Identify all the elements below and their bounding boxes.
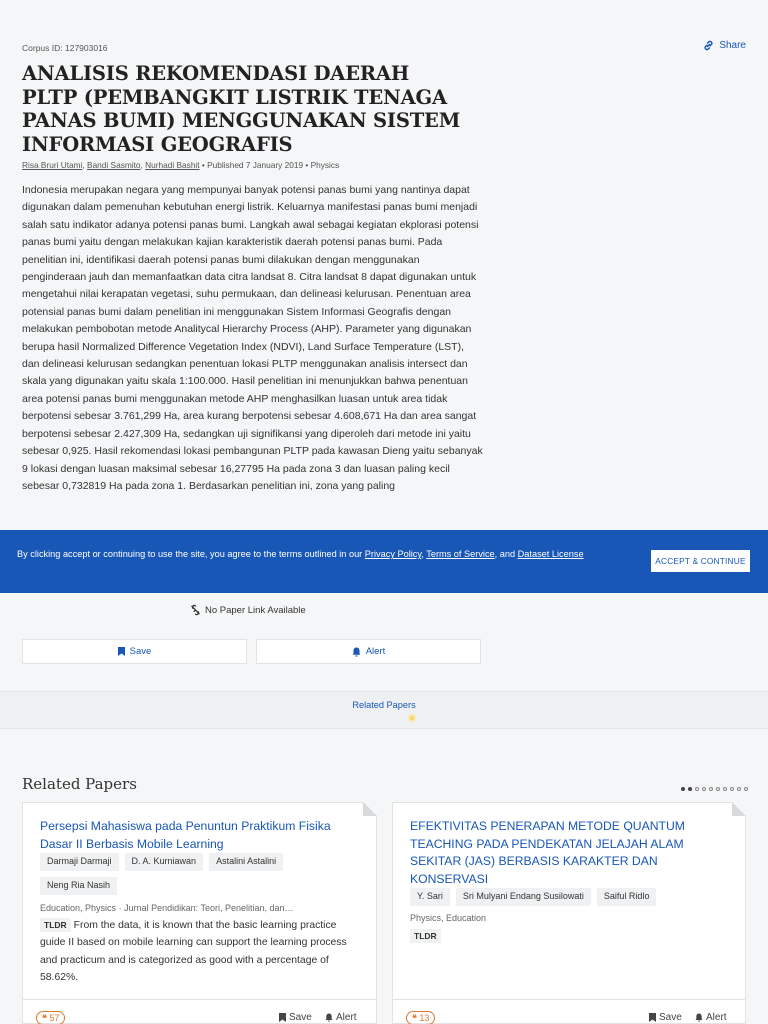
related-paper-card bbox=[22, 802, 377, 1024]
author-chip[interactable]: Neng Ria Nasih bbox=[40, 877, 117, 895]
author-chip[interactable]: Saiful Ridlo bbox=[597, 888, 657, 906]
card-save-button[interactable]: Save bbox=[649, 1012, 682, 1023]
related-paper-card bbox=[392, 802, 746, 1024]
cookie-banner bbox=[0, 530, 768, 593]
quote-icon: ❝ bbox=[42, 1013, 50, 1023]
card-fold bbox=[363, 802, 377, 816]
card-alert-button[interactable]: Alert bbox=[325, 1012, 357, 1023]
cookie-text: By clicking accept or continuing to use the site, you agree to the terms outlined in our Privacy Policy, Terms of Service, and Dataset License bbox=[17, 549, 584, 559]
paper-venue: Jurnal Pendidikan: Teori, Penelitian, dan… bbox=[124, 903, 294, 913]
paper-fields: Education, Physics · Jurnal Pendidikan: Teori, Penelitian, dan… bbox=[40, 903, 294, 913]
tldr-summary bbox=[410, 928, 444, 945]
carousel-dot[interactable] bbox=[688, 787, 692, 791]
carousel-dot[interactable] bbox=[702, 787, 706, 791]
carousel-dot[interactable] bbox=[709, 787, 713, 791]
carousel-dot[interactable] bbox=[737, 787, 741, 791]
author-chip[interactable]: D. A. Kurniawan bbox=[125, 853, 204, 871]
carousel-dot[interactable] bbox=[744, 787, 748, 791]
bookmark-icon bbox=[279, 1013, 286, 1022]
card-fold bbox=[732, 802, 746, 816]
carousel-dot[interactable] bbox=[695, 787, 699, 791]
bookmark-icon bbox=[649, 1013, 656, 1022]
paper-fields: Physics, Education bbox=[410, 913, 487, 923]
link-icon bbox=[703, 40, 714, 51]
related-paper-title[interactable]: Persepsi Mahasiswa pada Penuntun Praktikum Fisika Dasar II Berbasis Mobile Learning bbox=[40, 819, 331, 851]
paper-meta: Risa Bruri Utami, Bandi Sasmito, Nurhadi Bashit • Published 7 January 2019 • Physics bbox=[22, 160, 340, 170]
alert-button[interactable]: Alert bbox=[256, 639, 481, 664]
field-of-study: Physics bbox=[310, 160, 340, 170]
section-tabs bbox=[0, 691, 768, 729]
tldr-summary: TLDR From the data, it is known that the basic learning practice guide II based on mobile learning can support the learning process and practicum and is categorized as good with a percentage of 58.62%. bbox=[40, 920, 347, 983]
quote-icon: ❝ bbox=[412, 1013, 420, 1023]
tab-related-papers[interactable]: Related Papers bbox=[352, 700, 416, 710]
share-button[interactable] bbox=[703, 40, 746, 51]
author-link[interactable]: Risa Bruri Utami bbox=[22, 160, 83, 170]
active-tab-indicator bbox=[408, 714, 416, 722]
author-chips bbox=[410, 888, 740, 906]
dataset-license-link[interactable]: Dataset License bbox=[517, 549, 584, 559]
author-chip[interactable]: Y. Sari bbox=[410, 888, 450, 906]
bookmark-icon bbox=[118, 647, 125, 656]
card-save-button[interactable]: Save bbox=[279, 1012, 312, 1023]
author-chip[interactable]: Sri Mulyani Endang Susilowati bbox=[456, 888, 591, 906]
share-label: Share bbox=[719, 40, 746, 51]
corpus-id: Corpus ID: 127903016 bbox=[22, 43, 108, 53]
citation-count[interactable]: ❝ 13 bbox=[406, 1011, 435, 1024]
card-footer bbox=[393, 999, 745, 1023]
author-link[interactable]: Nurhadi Bashit bbox=[145, 160, 200, 170]
card-alert-button[interactable]: Alert bbox=[695, 1012, 727, 1023]
author-chip[interactable]: Astalini Astalini bbox=[209, 853, 283, 871]
privacy-policy-link[interactable]: Privacy Policy bbox=[364, 549, 422, 559]
carousel-dot[interactable] bbox=[716, 787, 720, 791]
bell-icon bbox=[325, 1013, 333, 1022]
related-paper-title[interactable]: EFEKTIVITAS PENERAPAN METODE QUANTUM TEACHING PADA PENDEKATAN JELAJAH ALAM SEKITAR (JAS) BERBASIS KARAKTER DAN KONSERVASI bbox=[410, 819, 685, 886]
card-footer bbox=[23, 999, 376, 1023]
related-papers-heading: Related Papers bbox=[22, 775, 137, 793]
accept-continue-button[interactable]: ACCEPT & CONTINUE bbox=[651, 550, 750, 572]
paper-title: ANALISIS REKOMENDASI DAERAH PLTP (PEMBANGKIT LISTRIK TENAGA PANAS BUMI) MENGGUNAKAN SISTEM INFORMASI GEOGRAFIS bbox=[22, 62, 461, 156]
carousel-dots[interactable] bbox=[681, 787, 748, 791]
bell-icon bbox=[352, 647, 361, 657]
terms-of-service-link[interactable]: Terms of Service bbox=[426, 549, 495, 559]
abstract-text: Indonesia merupakan negara yang mempunyai banyak potensi panas bumi yang nantinya dapat digunakan dalam pemenuhan kebutuhan energi listrik. Keluarnya manifestasi panas bumi menjadi salah satu indikator adanya potensi panas bumi. Langkah awal sebagai kegiatan ekplorasi potensi panas bumi yaitu dengan melakukan kajian karakteristik daerah potensi panas bumi. Pada penelitian ini, identifikasi daerah potensi panas bumi dilakukan dengan menggunakan penginderaan jauh dan memanfaatkan data citra landsat 8. Citra landsat 8 dapat digunakan untuk mengetahui nilai kerapatan vegetasi, suhu permukaan, dan delineasi kelurusan. Penentuan area potensial panas bumi dalam penelitian ini menggunakan Sistem Informasi Geografis dengan melakukan pembobotan metode Analitycal Hierarchy Process (AHP). Parameter yang digunakan berupa hasil Normalized Difference Vegetation Index (NDVI), Land Surface Temperature (LST), dan delineasi kelurusan sedangkan penentuan lokasi PLTP menggunakan analisis intersect dan skala yang digunakan yaitu skala 1:100.000. Hasil penelitian ini menunjukkan bahwa penentuan area potensi panas bumi menggunakan metode AHP menghasilkan luasan untuk area tidak berpotensi sebesar 3.761,299 Ha, area kurang berpotensi sebesar 4.608,671 Ha dan area sangat berpotensi sebesar 2.427,309 Ha, sedangkan uji signifikansi yang diperoleh dari metode ini yaitu sebesar 0,925. Hasil rekomendasi lokasi pembangunan PLTP pada kawasan Dieng yaitu sebanyak 9 lokasi dengan luasan maksimal sebesar 16,27795 Ha pada zona 3 dan luasan paling kecil sebesar 0,732819 Ha pada zona 1. Berdasarkan penelitian ini, zona yang paling bbox=[22, 184, 483, 492]
tldr-badge: TLDR bbox=[40, 918, 71, 932]
author-chip[interactable]: Darmaji Darmaji bbox=[40, 853, 119, 871]
carousel-dot[interactable] bbox=[730, 787, 734, 791]
author-chips bbox=[40, 853, 340, 895]
carousel-dot[interactable] bbox=[723, 787, 727, 791]
broken-link-icon bbox=[190, 604, 201, 616]
author-link[interactable]: Bandi Sasmito bbox=[87, 160, 141, 170]
carousel-dot[interactable] bbox=[681, 787, 685, 791]
save-button[interactable]: Save bbox=[22, 639, 247, 664]
no-paper-link: No Paper Link Available bbox=[190, 604, 306, 616]
citation-count[interactable]: ❝ 57 bbox=[36, 1011, 65, 1024]
tldr-badge: TLDR bbox=[410, 929, 441, 943]
published-date: Published 7 January 2019 bbox=[207, 160, 304, 170]
bell-icon bbox=[695, 1013, 703, 1022]
